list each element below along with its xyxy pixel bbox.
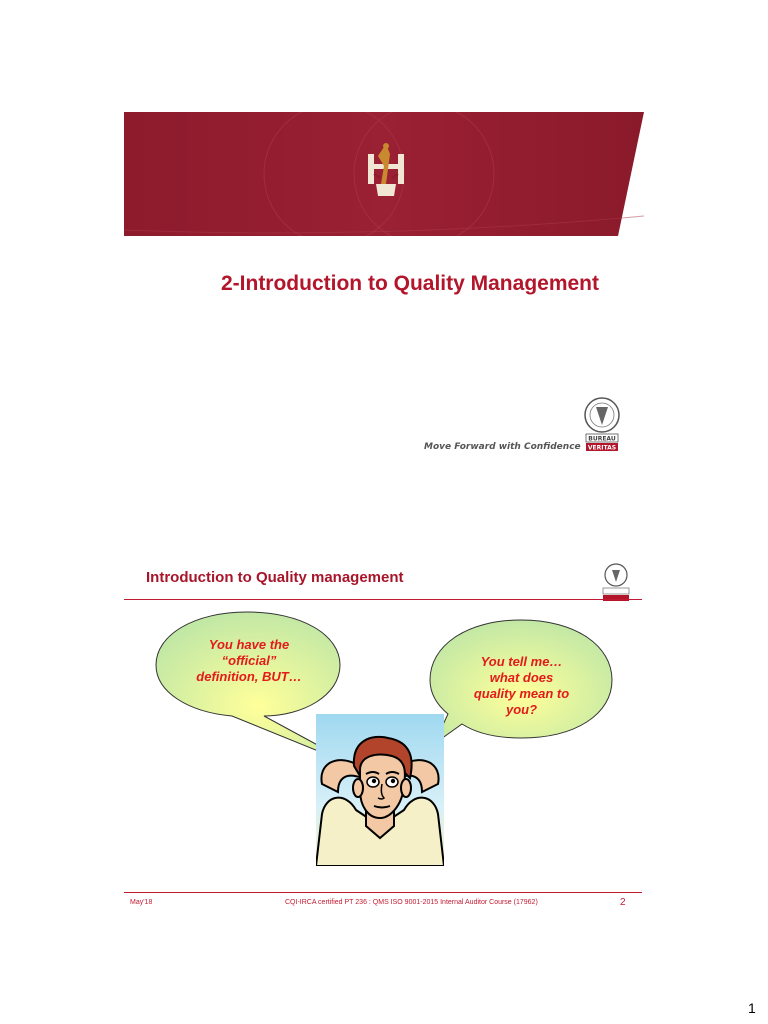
- speech-bubble-right: [426, 616, 616, 756]
- svg-text:BUREAU: BUREAU: [588, 435, 616, 443]
- slide1-title: 2-Introduction to Quality Management: [220, 272, 599, 295]
- svg-text:VERITAS: VERITAS: [587, 444, 617, 452]
- bubble-right-line2: what does: [489, 670, 554, 685]
- footer-page-number: 2: [620, 897, 626, 908]
- sheet-page-number: 1: [748, 1000, 756, 1016]
- bureau-veritas-logo: [580, 395, 624, 455]
- footer-course-info: CQI-IRCA certified PT 236 : QMS ISO 9001-2015 Internal Auditor Course (17962): [285, 899, 538, 906]
- bubble-left-line3: definition, BUT…: [196, 669, 302, 684]
- speech-bubble-left: [152, 610, 342, 760]
- bubble-left-line1: You have the: [208, 637, 290, 652]
- thinking-man-illustration: [316, 714, 444, 866]
- bubble-right-line1: You tell me…: [480, 654, 563, 669]
- footer-date: May'18: [130, 899, 153, 906]
- title-divider: [124, 599, 642, 600]
- bubble-right-line3: quality mean to: [473, 686, 570, 701]
- footer-divider: [124, 892, 642, 893]
- title-banner: [124, 112, 644, 236]
- tagline: Move Forward with Confidence: [424, 442, 581, 452]
- slide2-title: Introduction to Quality management: [146, 569, 404, 586]
- bubble-left-line2: “official”: [221, 653, 277, 668]
- bureau-veritas-logo-small: [600, 562, 632, 602]
- bubble-right-line4: you?: [505, 702, 538, 717]
